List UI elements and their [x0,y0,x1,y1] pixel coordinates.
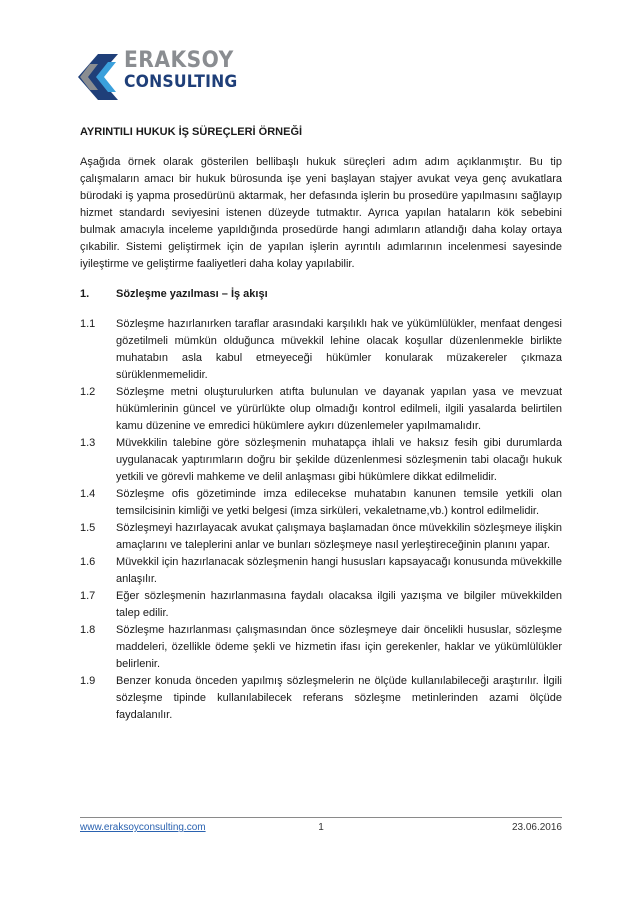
footer-page-number: 1 [318,822,324,833]
company-logo [78,50,258,106]
item-text: Müvekkilin talebine göre sözleşmenin muhatapça ihlali ve haksız fesih gibi durumlarda uygulanacak yaptırımların doğru bir şekilde düzenlenmesi sözleşmenin tabi olacağı hukuk yetkili ve görevli mahkeme ve delil anlaşması gibi hükümlere dikkat edilmelidir. [116,437,562,483]
section-heading [80,286,562,303]
item-text: Sözleşme hazırlanması çalışmasından önce sözleşmeye dair öncelikli hususlar, sözleşme maddeleri, özellikle ödeme şekli ve hizmetin ifası için gerekenler, haklar ve yükümlülükler belirlenir. [116,624,562,670]
section-number: 1. [80,288,90,300]
item-number: 1.6 [80,556,96,568]
footer-divider [80,817,562,818]
item-text: Sözleşme ofis gözetiminde imza edilecekse muhatabın kanunen temsile yetkili olan temsilcisinin kimliği ve yetki belgesi (imza sirküleri, vekaletname,vb.) kontrol edilmelidir. [116,488,562,517]
logo-line2: CONSULTING [124,72,238,92]
list-item [80,316,562,384]
list-item [80,486,562,520]
item-number: 1.8 [80,624,96,636]
logo-line1: ERAKSOY [124,48,234,73]
list-item [80,435,562,486]
section-title: Sözleşme yazılması – İş akışı [116,288,268,300]
list-item [80,622,562,673]
item-text: Sözleşme hazırlanırken taraflar arasındaki karşılıklı hak ve yükümlülükler, menfaat dengesi gözetilmeli mümkün olduğunca müvekkil lehine olacak koşullar düzenlenmekle birlikte muhatabın asla kabul etmeyeceği hükümler konularak müzakereler çıkmaza sürüklenmemelidir. [116,318,562,381]
intro-paragraph: Aşağıda örnek olarak gösterilen bellibaşlı hukuk süreçleri adım adım açıklanmıştır. Bu tip çalışmaların amacı bir hukuk bürosunda işe yeni başlayan stajyer avukat veya genç avukatlara bürodaki iş yapma prosedürünü aktarmak, her defasında işlerin bu prosedüre yapılmasını sağlayıp hizmet standardı seviyesini istenen düzeyde tutmaktır. Ayrıca yapılan hataların kök sebebini bulmak amacıyla inceleme yapıldığında prosedürde hangi adımların atlandığı daha kolay ortaya çıkabilir. Sistemi geliştirmek için de yapılan işlerin ayrıntılı adımlarının incelenmesi sayesinde iyileştirme ve geliştirme faaliyetleri daha kolay yapılabilir. [80,156,562,270]
list-item [80,673,562,724]
page-footer [80,822,562,836]
document-body [80,124,562,724]
item-number: 1.5 [80,522,96,534]
item-list [80,316,562,724]
footer-date: 23.06.2016 [511,822,562,833]
item-number: 1.1 [80,318,96,330]
item-number: 1.2 [80,386,96,398]
item-number: 1.7 [80,590,96,602]
item-text: Sözleşmeyi hazırlayacak avukat çalışmaya başlamadan önce müvekkilin sözleşmeye ilişkin amaçlarını ve taleplerini anlar ve bunları sözleşmeye nasıl yerleştireceğinin planını yapar. [116,522,562,551]
logo-chevron-icon [78,54,118,100]
item-text: Müvekkil için hazırlanacak sözleşmenin hangi hususları kapsayacağı konusunda müvekkille anlaşılır. [116,556,562,585]
document-title: AYRINTILI HUKUK İŞ SÜREÇLERİ ÖRNEĞİ [80,126,303,138]
logo-text [124,50,247,91]
list-item [80,588,562,622]
item-number: 1.4 [80,488,96,500]
item-text: Sözleşme metni oluşturulurken atıfta bulunulan ve dayanak yapılan yasa ve mevzuat hükümlerinin güncel ve yürürlükte olup olmadığı kontrol edilmeli, ilgili yasalarda belirtilen kamu düzenine ve emredici hükümlere aykırı düzenlemeler yapılmamalıdır. [116,386,562,432]
list-item [80,554,562,588]
item-number: 1.3 [80,437,96,449]
footer-website-link[interactable]: www.eraksoyconsulting.com [80,822,206,833]
list-item [80,384,562,435]
list-item [80,520,562,554]
item-text: Benzer konuda önceden yapılmış sözleşmelerin ne ölçüde kullanılabileceği araştırılır. İlgili sözleşme tipinde kullanılabilecek referans sözleşme metinlerinden azami ölçüde faydalanılır. [116,675,562,721]
item-number: 1.9 [80,675,96,687]
item-text: Eğer sözleşmenin hazırlanmasına faydalı olacaksa ilgili yazışma ve bilgiler müvekkilden talep edilir. [116,590,562,619]
